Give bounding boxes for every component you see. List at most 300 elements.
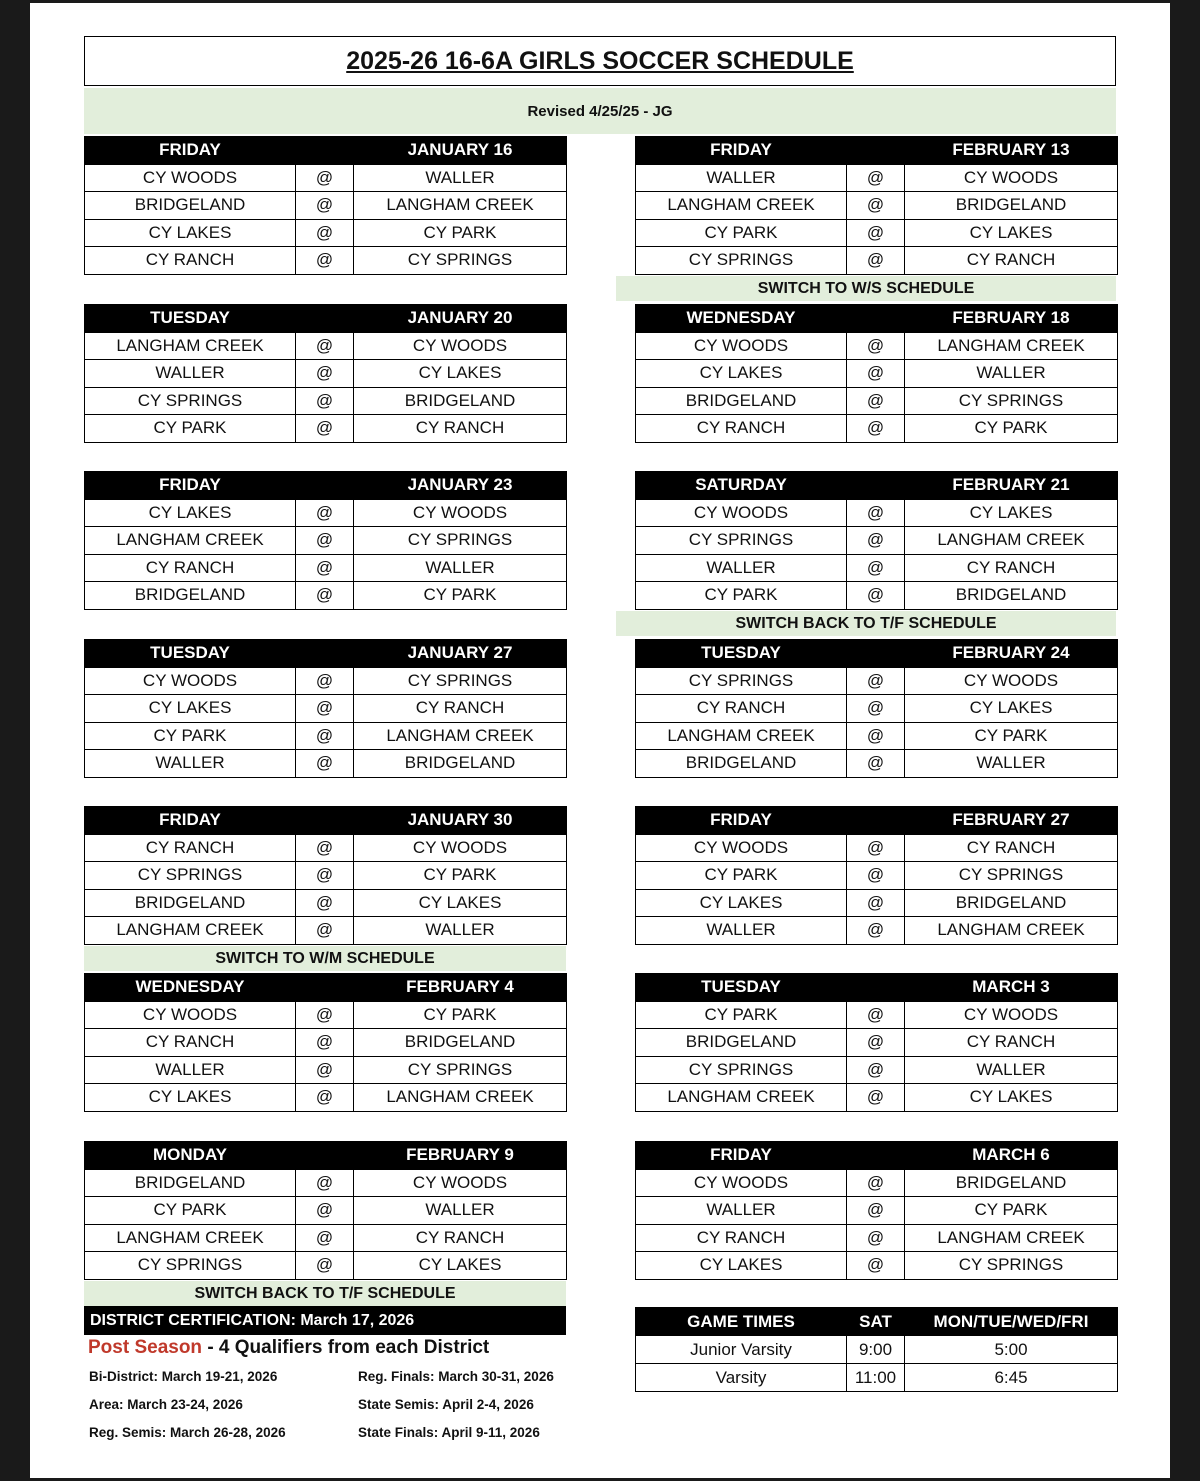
game-row <box>636 834 1118 862</box>
away-team: LANGHAM CREEK <box>636 1084 847 1112</box>
week-header-spacer <box>847 640 905 668</box>
away-team: WALLER <box>636 164 847 192</box>
home-team: CY SPRINGS <box>354 247 567 275</box>
home-team: CY PARK <box>905 1197 1118 1225</box>
at-symbol: @ <box>296 247 354 275</box>
home-team: BRIDGELAND <box>905 1169 1118 1197</box>
home-team: LANGHAM CREEK <box>905 1224 1118 1252</box>
home-team: CY SPRINGS <box>905 1252 1118 1280</box>
away-team: CY WOODS <box>636 499 847 527</box>
at-symbol: @ <box>847 192 905 220</box>
home-team: WALLER <box>354 917 567 945</box>
home-team: CY WOODS <box>354 834 567 862</box>
away-team: CY RANCH <box>85 1029 296 1057</box>
at-symbol: @ <box>296 667 354 695</box>
at-symbol: @ <box>296 360 354 388</box>
away-team: CY WOODS <box>636 1169 847 1197</box>
game-row <box>85 667 567 695</box>
home-team: CY RANCH <box>905 247 1118 275</box>
game-row <box>636 415 1118 443</box>
at-symbol: @ <box>847 917 905 945</box>
away-team: CY LAKES <box>85 499 296 527</box>
at-symbol: @ <box>296 917 354 945</box>
home-team: LANGHAM CREEK <box>354 722 567 750</box>
home-team: CY WOODS <box>354 1169 567 1197</box>
away-team: WALLER <box>636 1197 847 1225</box>
sat-time: 9:00 <box>847 1336 905 1364</box>
level-name: Varsity <box>636 1364 847 1392</box>
week-date: JANUARY 20 <box>354 305 567 333</box>
game-row <box>636 750 1118 778</box>
game-row <box>636 164 1118 192</box>
reg-finals-date: Reg. Finals: March 30-31, 2026 <box>358 1369 554 1384</box>
week-date: FEBRUARY 9 <box>354 1142 567 1170</box>
game-row <box>636 889 1118 917</box>
game-row <box>85 360 567 388</box>
at-symbol: @ <box>847 527 905 555</box>
game-times-header-label: GAME TIMES <box>636 1308 847 1336</box>
away-team: CY WOODS <box>636 834 847 862</box>
away-team: CY LAKES <box>636 1252 847 1280</box>
revised-note: Revised 4/25/25 - JG <box>84 88 1116 134</box>
game-row <box>85 1084 567 1112</box>
week-header-spacer <box>847 1142 905 1170</box>
game-times-row <box>636 1364 1118 1392</box>
left-week-table <box>84 1141 567 1280</box>
game-row <box>85 1029 567 1057</box>
week-date: JANUARY 30 <box>354 807 567 835</box>
week-day: FRIDAY <box>636 807 847 835</box>
at-symbol: @ <box>296 164 354 192</box>
at-symbol: @ <box>296 750 354 778</box>
at-symbol: @ <box>847 834 905 862</box>
away-team: CY SPRINGS <box>636 247 847 275</box>
at-symbol: @ <box>296 889 354 917</box>
week-date: JANUARY 23 <box>354 472 567 500</box>
game-row <box>85 527 567 555</box>
week-header-spacer <box>847 472 905 500</box>
week-header-spacer <box>847 807 905 835</box>
game-row <box>85 387 567 415</box>
week-day: FRIDAY <box>85 807 296 835</box>
away-team: CY LAKES <box>85 695 296 723</box>
at-symbol: @ <box>296 527 354 555</box>
game-row <box>636 554 1118 582</box>
week-header-spacer <box>296 1142 354 1170</box>
week-day: FRIDAY <box>85 137 296 165</box>
left-week-table <box>84 806 567 945</box>
game-times-header-weekday: MON/TUE/WED/FRI <box>905 1308 1118 1336</box>
game-row <box>636 695 1118 723</box>
left-week-table <box>84 471 567 610</box>
home-team: CY RANCH <box>354 695 567 723</box>
week-header <box>85 472 567 500</box>
week-date: JANUARY 16 <box>354 137 567 165</box>
home-team: CY WOODS <box>905 1001 1118 1029</box>
at-symbol: @ <box>847 722 905 750</box>
week-header <box>85 640 567 668</box>
week-header-spacer <box>847 974 905 1002</box>
away-team: CY WOODS <box>85 1001 296 1029</box>
level-name: Junior Varsity <box>636 1336 847 1364</box>
home-team: BRIDGELAND <box>905 889 1118 917</box>
post-season-label: Post Season <box>88 1337 203 1358</box>
week-header-spacer <box>296 807 354 835</box>
game-row <box>85 1169 567 1197</box>
week-day: SATURDAY <box>636 472 847 500</box>
away-team: CY PARK <box>85 722 296 750</box>
at-symbol: @ <box>296 332 354 360</box>
at-symbol: @ <box>296 192 354 220</box>
at-symbol: @ <box>847 750 905 778</box>
week-header <box>85 807 567 835</box>
game-row <box>85 1224 567 1252</box>
week-header <box>85 137 567 165</box>
game-row <box>636 332 1118 360</box>
game-row <box>85 219 567 247</box>
week-header-spacer <box>296 137 354 165</box>
at-symbol: @ <box>847 1252 905 1280</box>
at-symbol: @ <box>847 164 905 192</box>
at-symbol: @ <box>296 862 354 890</box>
away-team: BRIDGELAND <box>85 889 296 917</box>
away-team: CY RANCH <box>85 834 296 862</box>
post-season-rest: - 4 Qualifiers from each District <box>202 1337 490 1358</box>
week-date: FEBRUARY 21 <box>905 472 1118 500</box>
home-team: CY PARK <box>354 219 567 247</box>
right-week-table <box>635 973 1118 1112</box>
home-team: WALLER <box>354 164 567 192</box>
week-header <box>636 137 1118 165</box>
at-symbol: @ <box>296 1224 354 1252</box>
game-row <box>85 917 567 945</box>
away-team: CY RANCH <box>85 247 296 275</box>
at-symbol: @ <box>296 387 354 415</box>
left-week-table <box>84 136 567 275</box>
week-date: FEBRUARY 27 <box>905 807 1118 835</box>
week-day: MONDAY <box>85 1142 296 1170</box>
week-day: TUESDAY <box>85 305 296 333</box>
week-header-spacer <box>847 137 905 165</box>
at-symbol: @ <box>847 582 905 610</box>
game-row <box>85 332 567 360</box>
away-team: WALLER <box>85 750 296 778</box>
home-team: LANGHAM CREEK <box>354 192 567 220</box>
away-team: BRIDGELAND <box>636 750 847 778</box>
game-row <box>85 1197 567 1225</box>
home-team: CY PARK <box>905 415 1118 443</box>
game-row <box>636 722 1118 750</box>
week-day: FRIDAY <box>636 1142 847 1170</box>
at-symbol: @ <box>847 1224 905 1252</box>
right-week-table <box>635 304 1118 443</box>
home-team: BRIDGELAND <box>354 387 567 415</box>
home-team: CY WOODS <box>905 164 1118 192</box>
right-week-table <box>635 136 1118 275</box>
home-team: CY PARK <box>354 862 567 890</box>
game-row <box>85 695 567 723</box>
game-row <box>636 582 1118 610</box>
right-week-table <box>635 1141 1118 1280</box>
game-row <box>636 1252 1118 1280</box>
week-date: FEBRUARY 24 <box>905 640 1118 668</box>
week-header <box>636 974 1118 1002</box>
game-row <box>636 862 1118 890</box>
away-team: LANGHAM CREEK <box>85 1224 296 1252</box>
at-symbol: @ <box>847 1169 905 1197</box>
sat-time: 11:00 <box>847 1364 905 1392</box>
week-header <box>636 1142 1118 1170</box>
week-header <box>85 974 567 1002</box>
at-symbol: @ <box>847 499 905 527</box>
home-team: CY LAKES <box>354 1252 567 1280</box>
at-symbol: @ <box>296 582 354 610</box>
week-day: WEDNESDAY <box>85 974 296 1002</box>
state-finals-date: State Finals: April 9-11, 2026 <box>358 1425 540 1440</box>
at-symbol: @ <box>847 889 905 917</box>
away-team: CY PARK <box>636 219 847 247</box>
away-team: CY WOODS <box>85 164 296 192</box>
away-team: CY SPRINGS <box>636 527 847 555</box>
home-team: CY RANCH <box>354 1224 567 1252</box>
away-team: BRIDGELAND <box>636 387 847 415</box>
home-team: CY RANCH <box>905 1029 1118 1057</box>
game-row <box>636 1084 1118 1112</box>
weekday-time: 6:45 <box>905 1364 1118 1392</box>
week-date: JANUARY 27 <box>354 640 567 668</box>
away-team: CY RANCH <box>636 1224 847 1252</box>
away-team: CY PARK <box>85 1197 296 1225</box>
home-team: CY PARK <box>905 722 1118 750</box>
away-team: CY RANCH <box>636 695 847 723</box>
at-symbol: @ <box>296 695 354 723</box>
game-row <box>636 1169 1118 1197</box>
game-row <box>636 192 1118 220</box>
at-symbol: @ <box>296 1056 354 1084</box>
state-semis-date: State Semis: April 2-4, 2026 <box>358 1397 534 1412</box>
week-header <box>85 1142 567 1170</box>
away-team: WALLER <box>636 554 847 582</box>
game-row <box>636 360 1118 388</box>
home-team: LANGHAM CREEK <box>354 1084 567 1112</box>
at-symbol: @ <box>847 360 905 388</box>
game-row <box>85 1252 567 1280</box>
home-team: CY LAKES <box>905 695 1118 723</box>
at-symbol: @ <box>847 667 905 695</box>
game-times-row <box>636 1336 1118 1364</box>
at-symbol: @ <box>296 499 354 527</box>
game-row <box>636 917 1118 945</box>
home-team: CY LAKES <box>354 360 567 388</box>
weekday-time: 5:00 <box>905 1336 1118 1364</box>
home-team: BRIDGELAND <box>905 192 1118 220</box>
week-date: FEBRUARY 4 <box>354 974 567 1002</box>
at-symbol: @ <box>847 1001 905 1029</box>
home-team: WALLER <box>905 750 1118 778</box>
week-header-spacer <box>296 472 354 500</box>
district-certification: DISTRICT CERTIFICATION: March 17, 2026 <box>84 1306 566 1335</box>
bi-district-date: Bi-District: March 19-21, 2026 <box>89 1369 278 1384</box>
away-team: CY WOODS <box>636 332 847 360</box>
at-symbol: @ <box>296 1029 354 1057</box>
at-symbol: @ <box>296 722 354 750</box>
week-header <box>636 472 1118 500</box>
at-symbol: @ <box>296 1001 354 1029</box>
at-symbol: @ <box>296 415 354 443</box>
at-symbol: @ <box>847 415 905 443</box>
game-times-header-sat: SAT <box>847 1308 905 1336</box>
reg-semis-date: Reg. Semis: March 26-28, 2026 <box>89 1425 286 1440</box>
at-symbol: @ <box>847 1029 905 1057</box>
game-row <box>636 1001 1118 1029</box>
game-row <box>636 527 1118 555</box>
week-day: TUESDAY <box>636 640 847 668</box>
away-team: CY LAKES <box>85 219 296 247</box>
home-team: CY SPRINGS <box>354 667 567 695</box>
week-header-spacer <box>296 640 354 668</box>
home-team: CY LAKES <box>354 889 567 917</box>
at-symbol: @ <box>296 219 354 247</box>
at-symbol: @ <box>847 1084 905 1112</box>
switch-note-tf-left: SWITCH BACK TO T/F SCHEDULE <box>84 1281 566 1306</box>
away-team: LANGHAM CREEK <box>636 192 847 220</box>
switch-note-ws: SWITCH TO W/S SCHEDULE <box>616 276 1116 301</box>
game-row <box>85 499 567 527</box>
game-row <box>636 1056 1118 1084</box>
week-date: MARCH 3 <box>905 974 1118 1002</box>
away-team: CY SPRINGS <box>85 387 296 415</box>
home-team: CY RANCH <box>354 415 567 443</box>
week-header <box>636 305 1118 333</box>
switch-note-tf-right: SWITCH BACK TO T/F SCHEDULE <box>616 611 1116 636</box>
week-header-spacer <box>847 305 905 333</box>
week-header <box>636 807 1118 835</box>
away-team: CY PARK <box>636 1001 847 1029</box>
game-row <box>85 750 567 778</box>
away-team: LANGHAM CREEK <box>85 917 296 945</box>
week-day: TUESDAY <box>636 974 847 1002</box>
game-times-header <box>636 1308 1118 1336</box>
away-team: CY SPRINGS <box>636 1056 847 1084</box>
switch-note-wm: SWITCH TO W/M SCHEDULE <box>84 946 566 971</box>
home-team: WALLER <box>905 360 1118 388</box>
game-row <box>636 219 1118 247</box>
week-header-spacer <box>296 974 354 1002</box>
at-symbol: @ <box>847 554 905 582</box>
away-team: CY LAKES <box>636 889 847 917</box>
away-team: CY SPRINGS <box>636 667 847 695</box>
week-day: WEDNESDAY <box>636 305 847 333</box>
game-row <box>636 387 1118 415</box>
left-week-table <box>84 973 567 1112</box>
at-symbol: @ <box>296 1169 354 1197</box>
left-week-table <box>84 304 567 443</box>
at-symbol: @ <box>847 695 905 723</box>
right-week-table <box>635 806 1118 945</box>
away-team: CY PARK <box>636 862 847 890</box>
home-team: CY SPRINGS <box>905 387 1118 415</box>
home-team: LANGHAM CREEK <box>905 917 1118 945</box>
home-team: WALLER <box>354 554 567 582</box>
at-symbol: @ <box>847 387 905 415</box>
game-row <box>85 247 567 275</box>
game-row <box>636 1197 1118 1225</box>
game-row <box>636 1029 1118 1057</box>
week-date: FEBRUARY 18 <box>905 305 1118 333</box>
game-row <box>85 889 567 917</box>
home-team: BRIDGELAND <box>905 582 1118 610</box>
at-symbol: @ <box>847 1197 905 1225</box>
game-row <box>85 192 567 220</box>
at-symbol: @ <box>296 1197 354 1225</box>
home-team: CY WOODS <box>354 332 567 360</box>
home-team: CY WOODS <box>905 667 1118 695</box>
away-team: BRIDGELAND <box>85 582 296 610</box>
away-team: BRIDGELAND <box>85 1169 296 1197</box>
home-team: CY LAKES <box>905 1084 1118 1112</box>
at-symbol: @ <box>296 1252 354 1280</box>
home-team: WALLER <box>354 1197 567 1225</box>
week-day: FRIDAY <box>636 137 847 165</box>
away-team: CY WOODS <box>85 667 296 695</box>
at-symbol: @ <box>847 1056 905 1084</box>
week-header-spacer <box>296 305 354 333</box>
area-date: Area: March 23-24, 2026 <box>89 1397 243 1412</box>
away-team: CY LAKES <box>636 360 847 388</box>
home-team: CY RANCH <box>905 834 1118 862</box>
away-team: LANGHAM CREEK <box>85 332 296 360</box>
schedule-sheet <box>30 3 1170 1478</box>
away-team: WALLER <box>85 1056 296 1084</box>
home-team: CY PARK <box>354 1001 567 1029</box>
game-times-table <box>635 1307 1118 1392</box>
home-team: WALLER <box>905 1056 1118 1084</box>
game-row <box>636 1224 1118 1252</box>
away-team: CY PARK <box>85 415 296 443</box>
at-symbol: @ <box>847 862 905 890</box>
week-day: TUESDAY <box>85 640 296 668</box>
game-row <box>85 582 567 610</box>
at-symbol: @ <box>296 554 354 582</box>
away-team: WALLER <box>85 360 296 388</box>
away-team: WALLER <box>636 917 847 945</box>
at-symbol: @ <box>296 834 354 862</box>
title-box <box>84 36 1116 86</box>
week-day: FRIDAY <box>85 472 296 500</box>
at-symbol: @ <box>296 1084 354 1112</box>
game-row <box>85 862 567 890</box>
page-title: 2025-26 16-6A GIRLS SOCCER SCHEDULE <box>346 46 854 75</box>
away-team: LANGHAM CREEK <box>636 722 847 750</box>
week-date: FEBRUARY 13 <box>905 137 1118 165</box>
at-symbol: @ <box>847 332 905 360</box>
home-team: CY LAKES <box>905 499 1118 527</box>
game-row <box>85 722 567 750</box>
away-team: CY RANCH <box>85 554 296 582</box>
home-team: LANGHAM CREEK <box>905 332 1118 360</box>
post-season-line <box>88 1337 489 1359</box>
at-symbol: @ <box>847 247 905 275</box>
away-team: CY RANCH <box>636 415 847 443</box>
game-row <box>85 164 567 192</box>
away-team: BRIDGELAND <box>636 1029 847 1057</box>
home-team: CY WOODS <box>354 499 567 527</box>
week-date: MARCH 6 <box>905 1142 1118 1170</box>
game-row <box>85 1056 567 1084</box>
at-symbol: @ <box>847 219 905 247</box>
home-team: CY PARK <box>354 582 567 610</box>
game-row <box>85 1001 567 1029</box>
